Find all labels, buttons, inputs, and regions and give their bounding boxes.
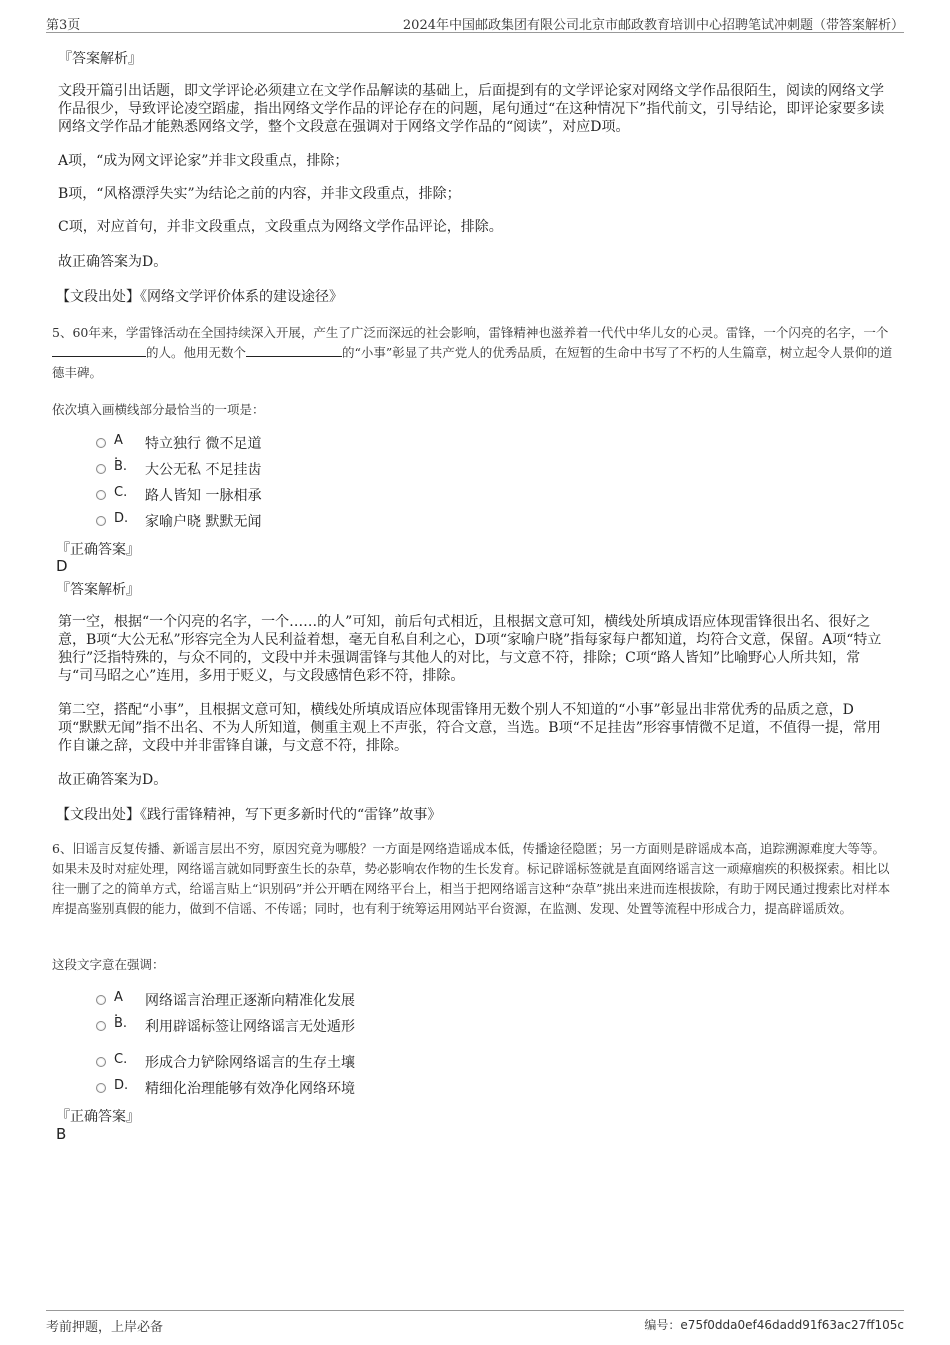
analysis-label: 『答案解析』 — [56, 582, 140, 598]
footer-slogan: 考前押题，上岸必备 — [46, 1320, 164, 1335]
radio-icon[interactable] — [96, 1057, 106, 1067]
correct-answer: B — [56, 1125, 67, 1143]
source-citation: 【文段出处】《网络文学评价体系的建设途径》 — [56, 289, 343, 305]
radio-icon[interactable] — [96, 490, 106, 500]
correct-answer-label: 『正确答案』 — [56, 542, 140, 558]
correct-answer: D — [56, 557, 68, 575]
radio-icon[interactable] — [96, 1021, 106, 1031]
document-title: 2024年中国邮政集团有限公司北京市邮政教育培训中心招聘笔试冲刺题（带答案解析） — [402, 18, 904, 33]
page-footer — [46, 1310, 904, 1335]
analysis-conclusion: 故正确答案为D。 — [58, 772, 168, 788]
analysis-paragraph: 文段开篇引出话题，即文学评论必须建立在文学作品解读的基础上，后面提到有的文学评论家对网络文学作品很陌生，阅读的网络文学作品很少，导致评论凌空蹈虚，指出网络文学作品的评论存在的问题，尾句通过“在这种情况下”指代前文，引导结论，即评论家要多读网络文学作品才能熟悉网络文学，整个文段意在强调对于网络文学作品的“阅读”，对应D项。 — [58, 83, 885, 135]
radio-icon[interactable] — [96, 516, 106, 526]
question-6-text: 6、旧谣言反复传播、新谣言层出不穷，原因究竟为哪般？一方面是网络造谣成本低，传播途径隐匿；另一方面则是辟谣成本高，追踪溯源难度大等等。如果未及时对症处理，网络谣言就如同野蛮生长的杂草，势必影响农作物的生长发育。标记辟谣标签就是直面网络谣言这一顽瘴痼疾的积极探索。相比以往一删了之的简单方式，给谣言贴上“识别码”并公开晒在网络平台上，相当于把网络谣言这种“杂草”挑出来进而连根拔除，有助于网民通过搜索比对样本库提高鉴别真假的能力，做到不信谣、不传谣；同时，也有利于统筹运用网站平台资源，在监测、发现、处置等流程中形成合力，提高辟谣质效。 — [52, 841, 891, 916]
analysis-option-c: C项，对应首句，并非文段重点，文段重点为网络文学作品评论，排除。 — [58, 219, 503, 235]
analysis-option-a: A项，“成为网文评论家”并非文段重点，排除； — [58, 153, 349, 169]
document-id: 编号：e75f0dda0ef46dadd91f63ac27ff105c — [644, 1318, 904, 1332]
analysis-paragraph-1: 第一空，根据“一个闪亮的名字，一个……的人”可知，前后句式相近，且根据文意可知，横线处所填成语应体现雷锋很出名、很好之意，B项“大公无私”形容完全为人民利益着想，毫无自私自利之心，D项“家喻户晓”指每家每户都知道，均符合文意，保留。A项“特立独行”泛指特殊的，与众不同的，文段中并未强调雷锋与其他人的对比，与文意不符，排除；C项“路人皆知”比喻野心人所共知，常与“司马昭之心”连用，多用于贬义，与文段感情色彩不符，排除。 — [58, 614, 882, 684]
correct-answer-label: 『正确答案』 — [56, 1109, 140, 1125]
blank-2 — [246, 344, 342, 357]
radio-icon[interactable] — [96, 1083, 106, 1093]
analysis-label: 『答案解析』 — [58, 51, 142, 67]
radio-icon[interactable] — [96, 464, 106, 474]
question-5-text: 5、60年来，学雷锋活动在全国持续深入开展，产生了广泛而深远的社会影响，雷锋精神也滋养着一代代中华儿女的心灵。雷锋，一个闪亮的名字，一个的人。他用无数个 的“小事”彰显了共产党人的优秀品质，在短暂的生命中书写了不朽的人生篇章，树立起令人景仰的道德丰碑。 — [52, 325, 893, 380]
radio-icon[interactable] — [96, 438, 106, 448]
page-header — [46, 12, 904, 33]
analysis-paragraph-2: 第二空，搭配“小事”，且根据文意可知，横线处所填成语应体现雷锋用无数个别人不知道的“小事”彰显出非常优秀的品质之意，D项“默默无闻”指不出名、不为人所知道，侧重主观上不声张，符合文意，当选。B项“不足挂齿”形容事情微不足道，不值得一提，常用作自谦之辞，文段中并非雷锋自谦，与文意不符，排除。 — [58, 702, 881, 754]
source-citation: 【文段出处】《践行雷锋精神，写下更多新时代的“雷锋”故事》 — [56, 807, 442, 823]
page-number: 第3页 — [46, 18, 81, 33]
question-5-prompt: 依次填入画横线部分最恰当的一项是： — [52, 402, 265, 417]
analysis-option-b: B项，“风格漂浮失实”为结论之前的内容，并非文段重点，排除； — [58, 186, 461, 202]
analysis-conclusion: 故正确答案为D。 — [58, 254, 168, 270]
radio-icon[interactable] — [96, 995, 106, 1005]
blank-1 — [52, 344, 146, 357]
question-6-prompt: 这段文字意在强调： — [52, 957, 165, 972]
